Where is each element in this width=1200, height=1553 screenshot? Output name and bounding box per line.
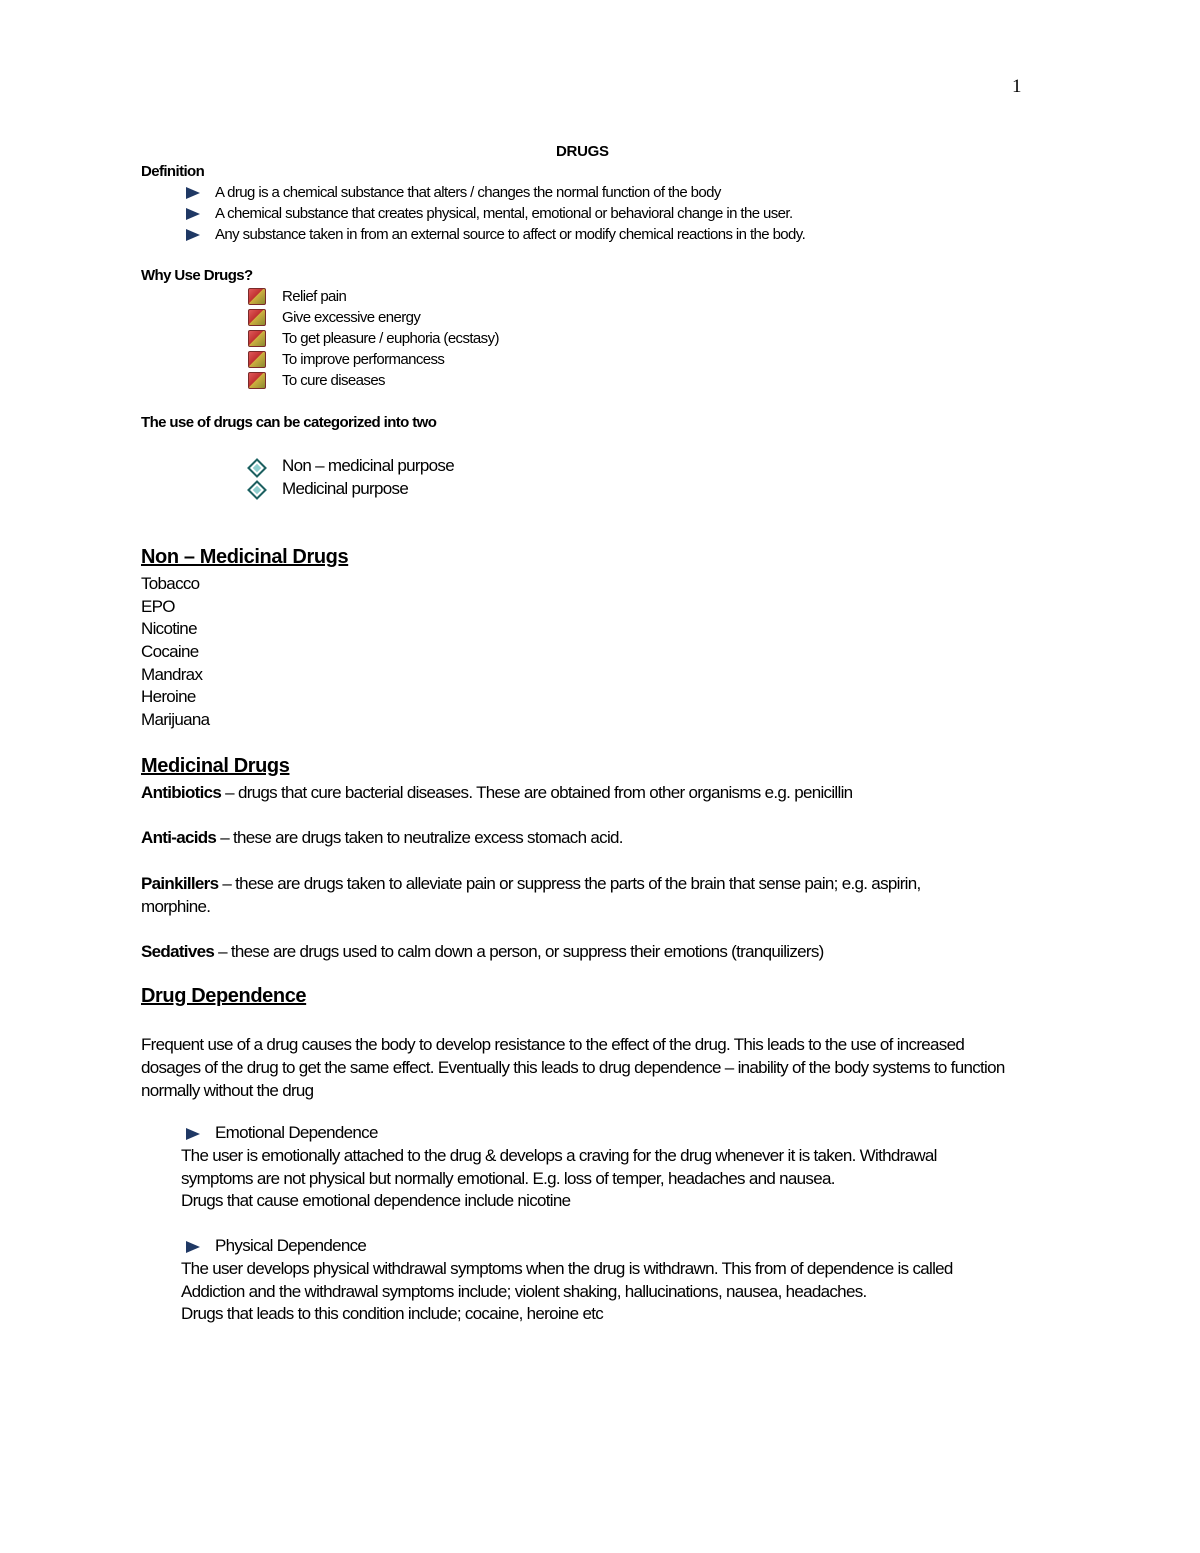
medicinal-description: – these are drugs used to calm down a person, or suppress their emotions (tranquilizers): [214, 942, 824, 961]
medicinal-description: – drugs that cure bacterial diseases. These are obtained from other organisms e.g. penicillin: [221, 783, 853, 802]
dependence-type-line: The user develops physical withdrawal symptoms when the drug is withdrawn. This from of dependence is called: [181, 1259, 953, 1278]
gift-bullet-icon: [248, 309, 266, 326]
definition-label: Definition: [141, 163, 205, 180]
bullet-triangle-icon: [186, 208, 200, 220]
medicinal-term: Sedatives: [141, 942, 215, 961]
bullet-triangle-icon: [186, 229, 200, 241]
dependence-type-title: Emotional Dependence: [215, 1123, 378, 1142]
dependence-type-line: Drugs that leads to this condition include; cocaine, heroine etc: [181, 1304, 604, 1323]
why-item: To cure diseases: [282, 372, 385, 389]
dependence-heading: Drug Dependence: [141, 985, 307, 1007]
gift-bullet-icon: [248, 351, 266, 368]
medicinal-entry: [141, 872, 966, 918]
category-item: Medicinal purpose: [282, 479, 409, 498]
document-title: DRUGS: [556, 143, 609, 160]
medicinal-description: – these are drugs taken to alleviate pain or suppress the parts of the brain that sense pain; e.g. aspirin, morphine.: [141, 874, 921, 916]
definition-item: A drug is a chemical substance that alters / changes the normal function of the body: [215, 184, 721, 201]
medicinal-entry: [141, 940, 1021, 963]
definition-item: Any substance taken in from an external source to affect or modify chemical reactions in the body.: [215, 226, 806, 243]
non-medicinal-item: Mandrax: [141, 665, 203, 684]
category-item: Non – medicinal purpose: [282, 456, 454, 475]
dependence-type-title: Physical Dependence: [215, 1236, 367, 1255]
diamond-bullet-icon: [247, 480, 267, 500]
why-label: Why Use Drugs?: [141, 267, 253, 284]
bullet-triangle-icon: [186, 1128, 200, 1140]
gift-bullet-icon: [248, 330, 266, 347]
page-number: 1: [1012, 76, 1022, 97]
dependence-intro: Frequent use of a drug causes the body to develop resistance to the effect of the drug. This leads to the use of increased dosages of the drug to get the same effect. Eventually this leads to drug dependence – inability of the body systems to function normally without the drug: [141, 1035, 1005, 1100]
why-item: To improve performancess: [282, 351, 445, 368]
dependence-type-line: The user is emotionally attached to the drug & develops a craving for the drug whenever it is taken. Withdrawal: [181, 1146, 937, 1165]
non-medicinal-item: Heroine: [141, 687, 196, 706]
dependence-type-line: Addiction and the withdrawal symptoms include; violent shaking, hallucinations, nausea, headaches.: [181, 1282, 867, 1301]
medicinal-term: Anti-acids: [141, 828, 217, 847]
non-medicinal-item: EPO: [141, 597, 175, 616]
non-medicinal-item: Marijuana: [141, 710, 210, 729]
gift-bullet-icon: [248, 288, 266, 305]
bullet-triangle-icon: [186, 1241, 200, 1253]
non-medicinal-item: Nicotine: [141, 619, 197, 638]
bullet-triangle-icon: [186, 187, 200, 199]
non-medicinal-item: Tobacco: [141, 574, 200, 593]
medicinal-entry: [141, 781, 1021, 804]
dependence-type-line: Drugs that cause emotional dependence include nicotine: [181, 1191, 571, 1210]
medicinal-term: Painkillers: [141, 874, 219, 893]
why-item: To get pleasure / euphoria (ecstasy): [282, 330, 499, 347]
categories-label: The use of drugs can be categorized into two: [141, 414, 437, 431]
non-medicinal-heading: Non – Medicinal Drugs: [141, 546, 349, 568]
medicinal-term: Antibiotics: [141, 783, 222, 802]
medicinal-entry: [141, 826, 1021, 849]
definition-item: A chemical substance that creates physical, mental, emotional or behavioral change in the user.: [215, 205, 793, 222]
dependence-type-line: symptoms are not physical but normally emotional. E.g. loss of temper, headaches and nausea.: [181, 1169, 835, 1188]
non-medicinal-item: Cocaine: [141, 642, 199, 661]
diamond-bullet-icon: [247, 458, 267, 478]
why-item: Relief pain: [282, 288, 347, 305]
gift-bullet-icon: [248, 372, 266, 389]
why-item: Give excessive energy: [282, 309, 421, 326]
medicinal-description: – these are drugs taken to neutralize excess stomach acid.: [216, 828, 623, 847]
medicinal-heading: Medicinal Drugs: [141, 755, 290, 777]
